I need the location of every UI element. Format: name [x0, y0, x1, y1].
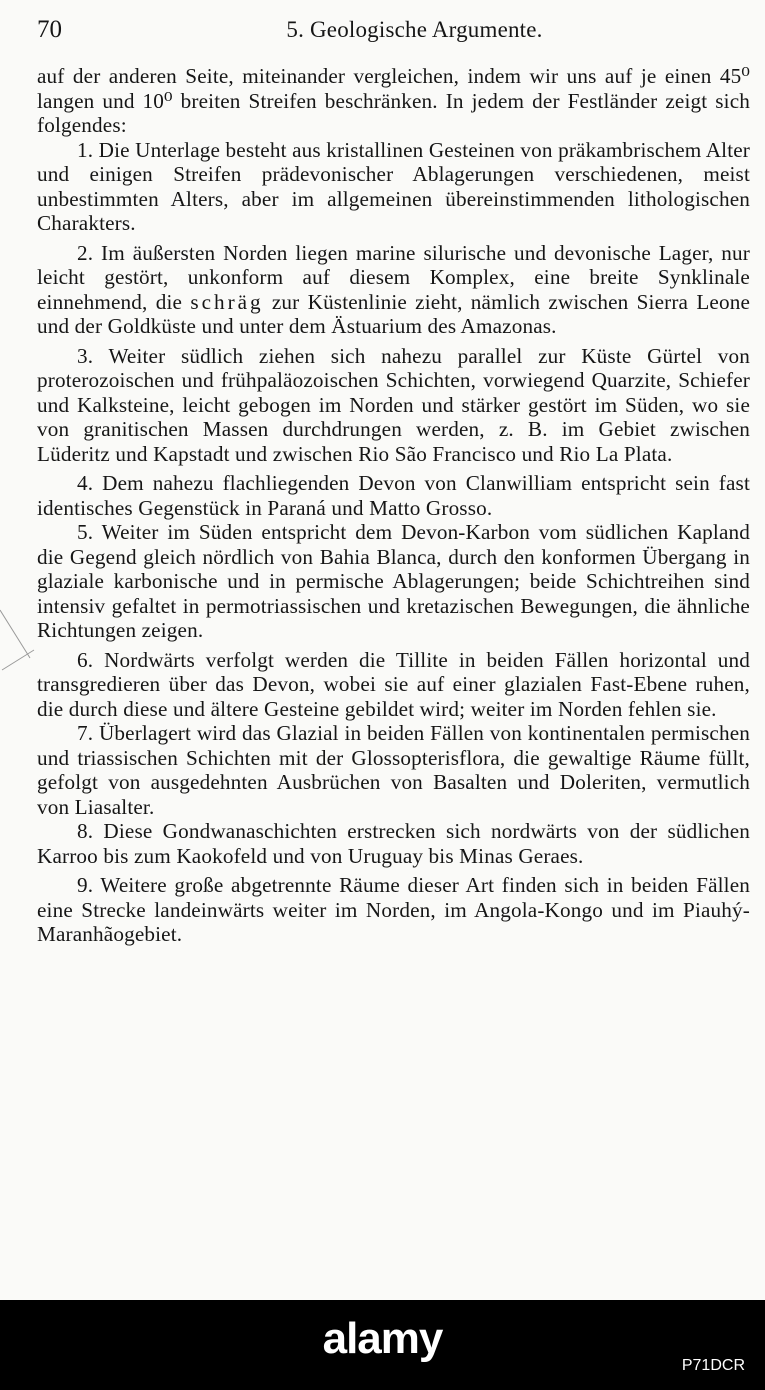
list-item-4: 4. Dem nahezu flachliegenden Devon von Clanwilliam entspricht sein fast identisches Gegenstück in Paraná und Matto Grosso. [37, 471, 750, 520]
list-item-2 [37, 241, 750, 339]
list-item-7: 7. Überlagert wird das Glazial in beiden Fällen von kontinentalen permischen und triassischen Schichten mit der Glossopterisflora, die gewaltige Räume füllt, gefolgt von ausgedehnten Ausbrüchen von Basalten und Doleriten, vermutlich von Liasalter. [37, 721, 750, 819]
list-item-3: 3. Weiter südlich ziehen sich nahezu parallel zur Küste Gürtel von proterozoischen und frühpaläozoischen Schichten, vorwiegend Quarzite, Schiefer und Kalksteine, leicht gebogen im Norden und stärker gestört im Süden, wo sie von granitischen Massen durchdrungen werden, z. B. im Gebiet zwischen Lüderitz und Kapstadt und zwischen Rio São Francisco und Rio La Plata. [37, 343, 750, 466]
page-header [37, 14, 752, 48]
body-text [37, 64, 750, 947]
page-number: 70 [37, 16, 62, 43]
list-item-6: 6. Nordwärts verfolgt werden die Tillite in beiden Fällen horizontal und transgredieren über das Devon, wobei sie auf einer glazialen Fast-Ebene ruhen, die durch diese und ältere Gesteine gebildet wird; weiter im Norden fehlen sie. [37, 647, 750, 721]
image-id-label: P71DCR [681, 1357, 745, 1374]
watermark-footer [0, 1300, 765, 1390]
list-item-2-emphasis: schräg [190, 289, 264, 314]
intro-paragraph: auf der anderen Seite, miteinander vergleichen, indem wir uns auf je einen 45⁰ langen und 10⁰ breiten Streifen beschränken. In jedem der Festländer zeigt sich folgendes: [37, 64, 750, 137]
list-item-2-text-b: zur Küstenlinie zieht, nämlich zwischen Sierra Leone und der Goldküste und unter dem Ästuarium des Amazonas. [37, 289, 751, 338]
list-item-1: 1. Die Unterlage besteht aus kristallinen Gesteinen von präkambrischem Alter und einigen Streifen prädevonischer Ablagerungen verschiedenen, meist unbestimmten Alters, aber im allgemeinen übereinstimmenden lithologischen Charakters. [37, 137, 750, 235]
scan-artifact-line [0, 600, 40, 680]
list-item-2-text-a: 2. Im äußersten Norden liegen marine silurische und devonische Lager, nur leicht gestört, unkonform auf diesem Komplex, eine breite Synklinale einnehmend, die [37, 240, 750, 314]
list-item-9: 9. Weitere große abgetrennte Räume dieser Art finden sich in beiden Fällen eine Strecke landeinwärts weiter im Norden, im Angola-Kongo und im Piauhý-Maranhãogebiet. [37, 873, 750, 946]
running-title: 5. Geologische Argumente. [286, 17, 543, 42]
list-item-8: 8. Diese Gondwanaschichten erstrecken sich nordwärts von der südlichen Karroo bis zum Kaokofeld und von Uruguay bis Minas Geraes. [37, 819, 750, 868]
alamy-logo: alamy [322, 1314, 443, 1363]
list-item-5: 5. Weiter im Süden entspricht dem Devon-Karbon vom südlichen Kapland die Gegend gleich nördlich von Bahia Blanca, durch den konformen Übergang in glaziale karbonische und in permische Ablagerungen; beide Schichtreihen sind intensiv gefaltet in permotriassischen und kretazischen Bewegungen, die ähnliche Richtungen zeigen. [37, 520, 750, 642]
